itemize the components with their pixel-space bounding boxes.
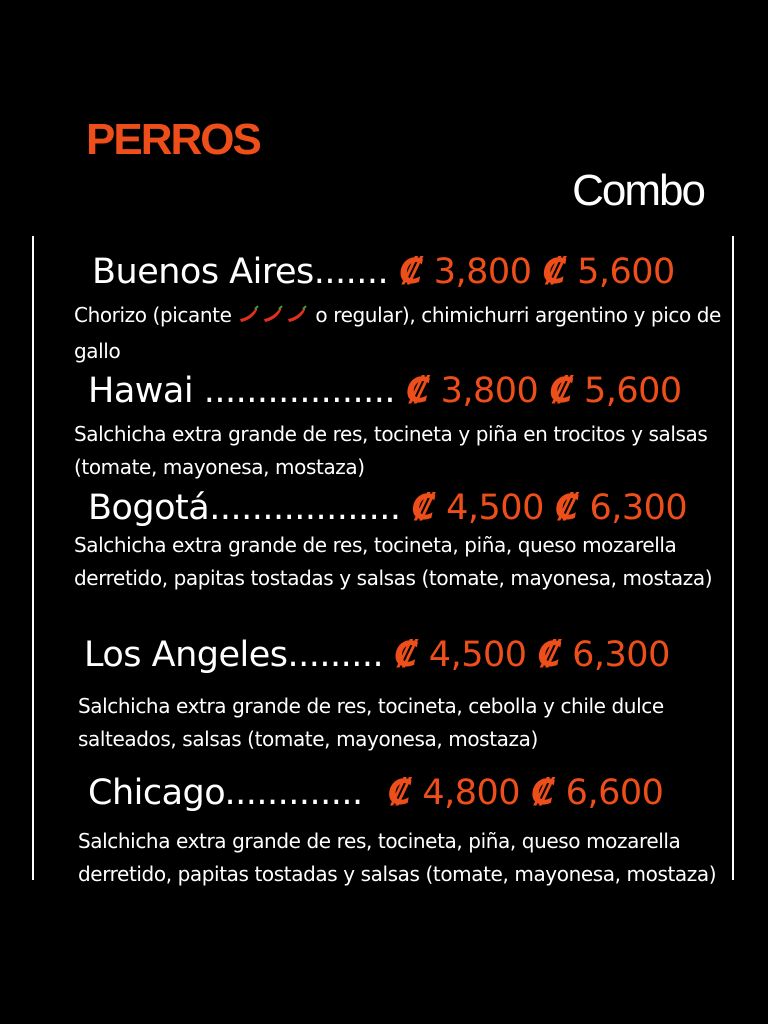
combo-column-header: Combo xyxy=(572,166,704,215)
item-description: Salchicha extra grande de res, tocineta, piña, queso mozarella derretido, papitas tostadas y salsas (tomate, mayonesa, mostaza) xyxy=(78,829,717,886)
item-description: Salchicha extra grande de res, tocineta, piña, queso mozarella derretido, papitas tostadas y salsas (tomate, mayonesa, mostaza) xyxy=(74,533,713,590)
price-value: 4,500 xyxy=(446,488,544,528)
item-name: Buenos Aires....... xyxy=(92,252,389,292)
item-description: Salchicha extra grande de res, tocineta, cebolla y chile dulce salteados, salsas (tomate, mayonesa, mostaza) xyxy=(78,694,664,751)
chili-pepper-icon xyxy=(285,302,309,335)
menu-item-bogota xyxy=(88,487,687,529)
combo-price-value: 5,600 xyxy=(577,252,675,292)
currency-symbol: ₡ xyxy=(399,252,424,292)
combo-price-value: 6,300 xyxy=(572,635,670,675)
item-name: Bogotá.................. xyxy=(88,488,401,528)
combo-price-value: 6,300 xyxy=(589,488,688,528)
description-text: o regular), chimichurri argentino y pico de gallo xyxy=(74,303,721,363)
item-combo-price xyxy=(555,488,687,528)
chili-pepper-icon xyxy=(237,302,261,335)
menu-item-los-angeles xyxy=(84,634,670,676)
combo-price-value: 6,600 xyxy=(565,773,664,813)
currency-symbol: ₡ xyxy=(387,773,412,813)
page-title: PERROS xyxy=(86,115,260,164)
item-price xyxy=(406,371,538,411)
item-description: Salchicha extra grande de res, tocineta y piña en trocitos y salsas (tomate, mayonesa, mostaza) xyxy=(74,422,708,479)
item-name: Chicago............. xyxy=(88,773,363,813)
item-combo-price xyxy=(538,635,670,675)
currency-symbol: ₡ xyxy=(411,488,436,528)
price-value: 3,800 xyxy=(440,371,539,411)
menu-item-hawai xyxy=(88,370,682,412)
item-price xyxy=(394,635,526,675)
item-combo-price xyxy=(531,773,663,813)
item-price xyxy=(399,252,531,292)
item-name: Los Angeles......... xyxy=(84,635,384,675)
currency-symbol: ₡ xyxy=(537,635,562,675)
currency-symbol: ₡ xyxy=(554,488,579,528)
currency-symbol: ₡ xyxy=(549,371,574,411)
item-price xyxy=(388,773,520,813)
combo-price-value: 5,600 xyxy=(583,371,682,411)
item-price xyxy=(412,488,544,528)
item-name: Hawai .................. xyxy=(88,371,395,411)
left-divider-line xyxy=(32,236,34,880)
description-text: Chorizo (picante xyxy=(74,303,232,327)
chili-pepper-icon xyxy=(261,302,285,335)
currency-symbol: ₡ xyxy=(542,252,567,292)
price-value: 3,800 xyxy=(433,252,532,292)
price-value: 4,800 xyxy=(422,773,521,813)
currency-symbol: ₡ xyxy=(406,371,430,411)
item-combo-price xyxy=(549,371,681,411)
item-description xyxy=(74,299,724,368)
menu-item-buenos-aires xyxy=(92,251,675,293)
item-combo-price xyxy=(543,252,675,292)
currency-symbol: ₡ xyxy=(531,773,556,813)
menu-item-chicago xyxy=(88,772,663,814)
currency-symbol: ₡ xyxy=(394,635,419,675)
price-value: 4,500 xyxy=(428,635,527,675)
right-divider-line xyxy=(732,236,734,880)
